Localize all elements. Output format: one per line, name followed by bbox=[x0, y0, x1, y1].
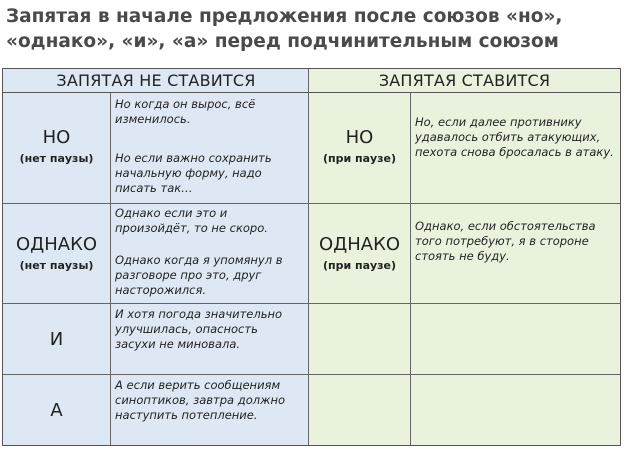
title-line-1: Запятая в начале предложения после союзов «но», bbox=[6, 6, 563, 27]
example-a-left: А если верить сообщениям синоптиков, завтра должно наступить потепление. bbox=[115, 378, 286, 422]
cell-a-left bbox=[3, 400, 110, 421]
cell-i-left bbox=[3, 329, 110, 350]
row-divider-2 bbox=[3, 303, 620, 304]
cell-no-right bbox=[309, 127, 410, 165]
row-divider-1 bbox=[3, 203, 620, 204]
header-no-comma: ЗАПЯТАЯ НЕ СТАВИТСЯ bbox=[3, 69, 309, 93]
word-odnako-right: ОДНАКО bbox=[318, 234, 401, 255]
page-title bbox=[6, 4, 620, 54]
word-i-left: И bbox=[49, 329, 64, 350]
example-i-left: И хотя погода значительно улучшилась, опасность засухи не миновала. bbox=[115, 307, 283, 351]
example-no-left-1: Но когда он вырос, всё изменилось. bbox=[115, 97, 256, 126]
divider-right-inner bbox=[410, 93, 411, 445]
example-no-left-2: Но если важно сохранить начальную форму, надо писать так… bbox=[115, 151, 272, 195]
header-comma: ЗАПЯТАЯ СТАВИТСЯ bbox=[309, 69, 620, 93]
word-odnako-left: ОДНАКО bbox=[15, 234, 98, 255]
cell-no-left bbox=[3, 127, 110, 165]
rules-table bbox=[2, 68, 621, 446]
cell-odnako-right bbox=[309, 234, 410, 272]
example-no-right: Но, если далее противнику удавалось отбить атакующих, пехота снова бросалась в атаку. bbox=[415, 115, 614, 159]
example-odnako-right: Однако, если обстоятельства того потребуют, я в стороне стоять не буду. bbox=[415, 219, 596, 263]
row-divider-3 bbox=[3, 374, 620, 375]
word-no-left: НО bbox=[42, 127, 71, 148]
cell-odnako-left bbox=[3, 234, 110, 272]
example-odnako-left-2: Однако когда я упомянул в разговоре про это, друг насторожился. bbox=[115, 253, 283, 297]
note-no-right: (при паузе) bbox=[322, 152, 397, 165]
word-a-left: А bbox=[50, 400, 63, 421]
note-odnako-right: (при паузе) bbox=[322, 259, 397, 272]
word-no-right: НО bbox=[345, 127, 374, 148]
note-odnako-left: (нет паузы) bbox=[19, 259, 94, 272]
example-odnako-left-1: Однако если это и произойдёт, то не скоро. bbox=[115, 206, 268, 235]
title-line-2: «однако», «и», «а» перед подчинительным союзом bbox=[6, 31, 559, 52]
divider-left-inner bbox=[110, 93, 111, 445]
note-no-left: (нет паузы) bbox=[19, 152, 94, 165]
